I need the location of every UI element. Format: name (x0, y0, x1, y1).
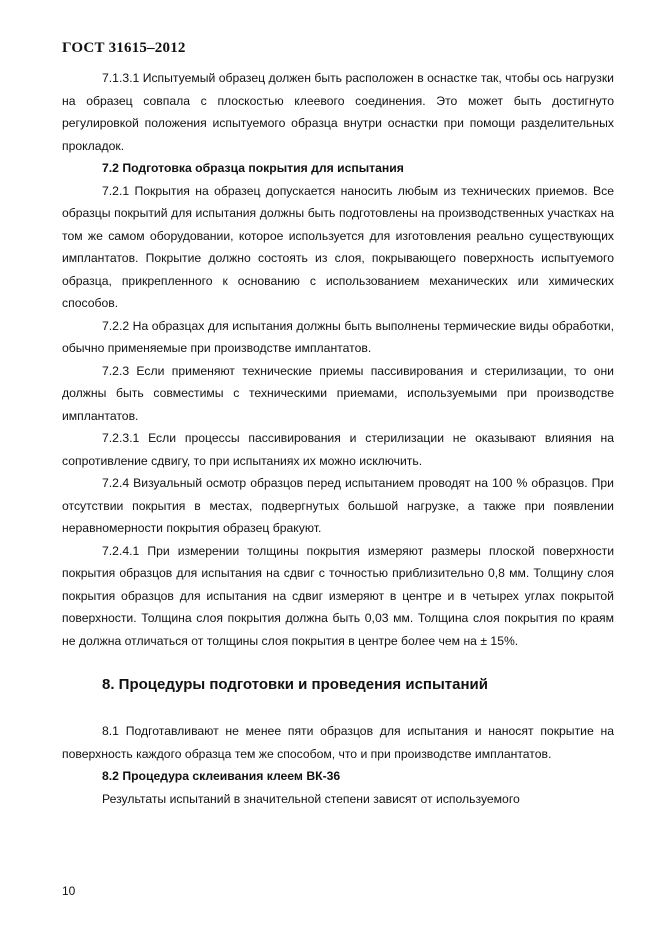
document-body (62, 67, 614, 810)
paragraph-7-2-1: 7.2.1 Покрытия на образец допускается наносить любым из технических приемов. Все образцы покрытий для испытания должны быть подготовлены на производственных участках на том же самом оборудовании, которое используется для изготовления реально существующих имплантатов. Покрытие должно состоять из слоя, покрывающего поверхность испытуемого образца, прикрепленного к основанию с использованием механических или химических способов. (62, 183, 614, 310)
paragraph-8-2: Результаты испытаний в значительной степени зависят от используемого (102, 791, 520, 806)
paragraph-7-2-2: 7.2.2 На образцах для испытания должны быть выполнены термические виды обработки, обычно применяемые при производстве имплантатов. (62, 318, 614, 355)
section-heading-8: 8. Процедуры подготовки и проведения испытаний (102, 676, 488, 693)
paragraph-7-1-3-1: 7.1.3.1 Испытуемый образец должен быть расположен в оснастке так, чтобы ось нагрузки на образец совпала с плоскостью клеевого соединения. Это может быть достигнуто регулировкой положения испытуемого образца внутри оснастки при помощи разделительных прокладок. (62, 71, 614, 153)
document-header: ГОСТ 31615–2012 (62, 40, 186, 56)
paragraph-7-2-4: 7.2.4 Визуальный осмотр образцов перед испытанием проводят на 100 % образцов. При отсутствии покрытия в местах, подвергнутых большой нагрузке, а также при появлении неравномерности покрытия образец бракуют. (62, 476, 614, 535)
paragraph-7-2-3-1: 7.2.3.1 Если процессы пассивирования и стерилизации не оказывают влияния на сопротивление сдвигу, то при испытаниях их можно исключить. (62, 431, 614, 468)
subsection-heading-8-2: 8.2 Процедура склеивания клеем ВК-36 (102, 769, 341, 783)
paragraph-7-2-3: 7.2.3 Если применяют технические приемы пассивирования и стерилизации, то они должны быть совместимы с техническими приемами, используемыми при производстве имплантатов. (62, 363, 614, 423)
page-number: 10 (62, 884, 76, 898)
paragraph-8-1: 8.1 Подготавливают не менее пяти образцов для испытания и наносят покрытие на поверхность каждого образца тем же способом, что и при производстве имплантатов. (62, 724, 614, 761)
paragraph-7-2-4-1: 7.2.4.1 При измерении толщины покрытия измеряют размеры плоской поверхности покрытия образцов для испытания на сдвиг с точностью приблизительно 0,8 мм. Толщину слоя покрытия образцов для испытания на сдвиг измеряют в центре и в четырех углах покрытой поверхности. Толщина слоя покрытия должна быть 0,03 мм. Толщина слоя покрытия по краям не должна отличаться от толщины слоя покрытия в центре более чем на ± 15%. (62, 543, 614, 648)
subsection-heading-7-2: 7.2 Подготовка образца покрытия для испытания (102, 161, 404, 175)
